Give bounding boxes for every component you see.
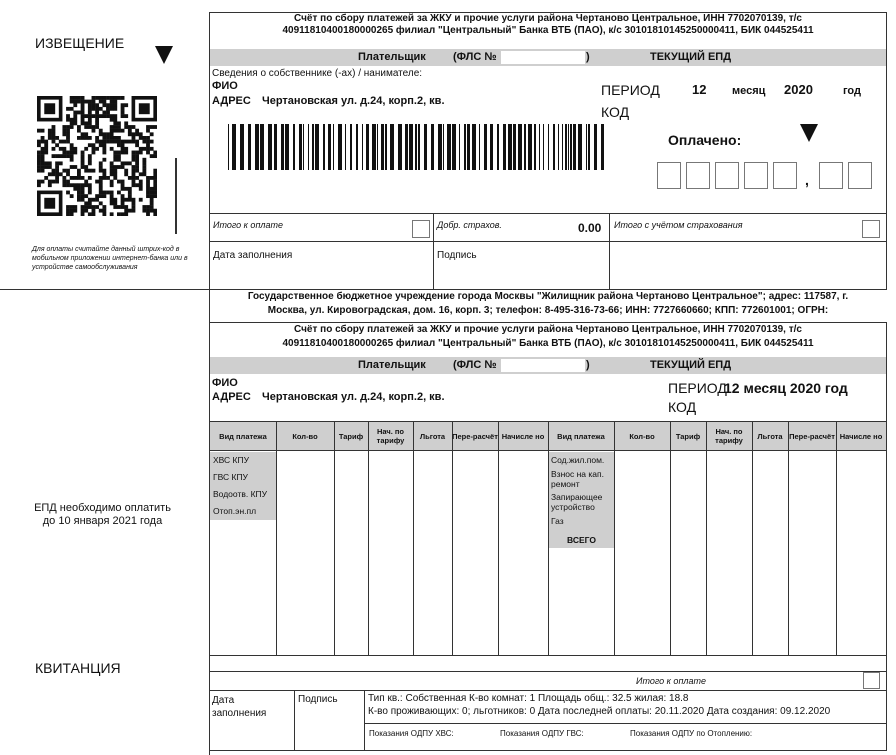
code-label: КОД — [668, 399, 697, 415]
fls-label: (ФЛС № — [453, 51, 497, 63]
fls-label: (ФЛС № — [453, 359, 497, 371]
fls-number-field — [501, 51, 585, 64]
paid-cents-box[interactable] — [848, 162, 872, 189]
receipt-header-line1: Счёт по сбору платежей за ЖКУ и прочие услуги района Чертаново Центральное, ИНН 7702070139, т/с — [294, 324, 802, 335]
down-arrow-icon — [800, 124, 818, 142]
address-label: АДРЕС — [212, 95, 251, 107]
fill-date-label: Дата заполнения — [213, 250, 293, 261]
odpu-hvs-label: Показания ОДПУ ХВС: — [369, 729, 454, 738]
address-value: Чертановская ул. д.24, корп.2, кв. — [262, 391, 445, 403]
signature-label: Подпись — [298, 694, 338, 705]
service-item: Сод.жил.пом. — [551, 455, 605, 465]
qr-hint: Для оплаты считайте данный штрих-код в мобильном приложении интернет-банка или в устройстве самообслуживания — [32, 246, 188, 271]
fio-label: ФИО — [212, 80, 238, 92]
org-line2: Москва, ул. Кировоградская, дом. 16, корп. 3; телефон: 8-495-316-73-66; ИНН: 7727660660; КПП: 772601001; ОГРН: — [267, 305, 829, 316]
total-checkbox[interactable] — [863, 672, 880, 689]
grand-total-label: ВСЕГО — [567, 535, 596, 545]
address-label: АДРЕС — [212, 391, 251, 403]
receipt-header-line2: 40911810400180000265 филиал "Центральный" Банка ВТБ (ПАО), к/с 30101810145250000411, БИК 044525411 — [282, 338, 814, 349]
signature-label: Подпись — [437, 250, 477, 261]
insurance-value: 0.00 — [578, 221, 602, 235]
service-item: Взнос на кап. ремонт — [551, 469, 604, 489]
insurance-label: Добр. страхов. — [437, 220, 502, 230]
col-header-recalculation: Пере-расчёт — [789, 431, 835, 441]
apartment-info-line1: Тип кв.: Собственная К-во комнат: 1 Площадь общ.: 32.5 жилая: 18.8 — [368, 693, 689, 704]
payer-label: Плательщик — [358, 51, 426, 63]
fls-close: ) — [586, 51, 590, 63]
paid-digit-box[interactable] — [715, 162, 739, 189]
paid-label: Оплачено: — [668, 132, 742, 148]
fill-date-label: Дата заполнения — [212, 695, 267, 719]
notice-header-line2: 40911810400180000265 филиал "Центральный" Банка ВТБ (ПАО), к/с 30101810145250000411, БИК 044525411 — [282, 25, 814, 36]
odpu-heat-label: Показания ОДПУ по Отоплению: — [630, 729, 753, 738]
owner-label: Сведения о собственнике (-ах) / нанимателе: — [212, 68, 423, 79]
notice-title: ИЗВЕЩЕНИЕ — [35, 35, 125, 51]
paid-digit-box[interactable] — [773, 162, 797, 189]
paid-digit-box[interactable] — [657, 162, 681, 189]
col-header-quantity: Кол-во — [292, 431, 318, 441]
total-label: Итого к оплате — [636, 676, 706, 686]
col-header-recalculation: Пере-расчёт — [452, 431, 498, 441]
col-header-payment-type: Вид платежа — [557, 431, 605, 441]
total-label: Итого к оплате — [213, 220, 283, 230]
col-header-tariff: Тариф — [675, 431, 701, 441]
receipt-payer-bar — [210, 357, 886, 374]
period-month: 12 — [692, 82, 707, 97]
service-item: ХВС КПУ — [213, 455, 250, 465]
deadline-line1: ЕПД необходимо оплатить — [34, 502, 171, 514]
month-label: месяц — [732, 85, 766, 97]
col-header-quantity: Кол-во — [629, 431, 655, 441]
fls-number-field — [501, 359, 585, 372]
fls-close: ) — [586, 359, 590, 371]
col-header-benefit: Льгота — [419, 431, 446, 441]
epd-label: ТЕКУЩИЙ ЕПД — [650, 359, 732, 371]
total-checkbox[interactable] — [412, 220, 430, 238]
col-header-charged-by-tariff: Нач. по тарифу — [715, 427, 743, 445]
fio-label: ФИО — [212, 377, 238, 389]
vertical-divider — [209, 12, 210, 755]
notice-header-line1: Счёт по сбору платежей за ЖКУ и прочие услуги района Чертаново Центральное, ИНН 7702070139, т/с — [294, 13, 802, 24]
total-with-insurance-checkbox[interactable] — [862, 220, 880, 238]
paid-cents-box[interactable] — [819, 162, 843, 189]
period-label: ПЕРИОД — [601, 82, 660, 98]
barcode-icon — [228, 124, 608, 170]
paid-comma: , — [805, 172, 809, 188]
section-divider — [0, 289, 887, 290]
service-item: Газ — [551, 516, 564, 526]
col-header-charged-by-tariff: Нач. по тарифу — [376, 427, 405, 445]
year-label: год — [843, 85, 861, 97]
qr-code-icon — [37, 96, 157, 216]
right-border-top — [886, 12, 887, 289]
deadline-line2: до 10 января 2021 года — [42, 515, 163, 527]
col-header-accrued: Начисле но — [501, 431, 545, 441]
right-border-bottom — [886, 322, 887, 750]
col-header-tariff: Тариф — [338, 431, 364, 441]
year-value: 2020 — [784, 82, 813, 97]
epd-label: ТЕКУЩИЙ ЕПД — [650, 51, 732, 63]
odpu-gvs-label: Показания ОДПУ ГВС: — [500, 729, 584, 738]
org-line1: Государственное бюджетное учреждение города Москвы "Жилищник района Чертаново Центральное"; адрес: 117587, г. — [247, 291, 849, 302]
col-header-payment-type: Вид платежа — [219, 431, 267, 441]
payer-label: Плательщик — [358, 359, 426, 371]
service-item: Водоотв. КПУ — [213, 489, 268, 499]
code-label: КОД — [601, 104, 630, 120]
notice-payer-bar — [210, 49, 886, 66]
col-header-benefit: Льгота — [757, 431, 783, 441]
apartment-info-line2: К-во проживающих: 0; льготников: 0 Дата последней оплаты: 20.11.2020 Дата создания: 09.12.2020 — [368, 706, 831, 717]
service-item: ГВС КПУ — [213, 472, 248, 482]
paid-digit-box[interactable] — [686, 162, 710, 189]
down-arrow-icon — [155, 46, 173, 64]
period-value: 12 месяц 2020 год — [724, 380, 848, 396]
period-label: ПЕРИОД — [668, 380, 727, 396]
qr-marker-line — [175, 158, 177, 234]
service-item: Запирающее устройство — [551, 492, 603, 512]
receipt-title: КВИТАНЦИЯ — [35, 660, 121, 676]
paid-digit-box[interactable] — [744, 162, 768, 189]
address-value: Чертановская ул. д.24, корп.2, кв. — [262, 95, 445, 107]
service-item: Отоп.эн.пл — [213, 506, 257, 516]
col-header-accrued: Начисле но — [839, 431, 883, 441]
total-with-insurance-label: Итого с учётом страхования — [614, 220, 743, 230]
